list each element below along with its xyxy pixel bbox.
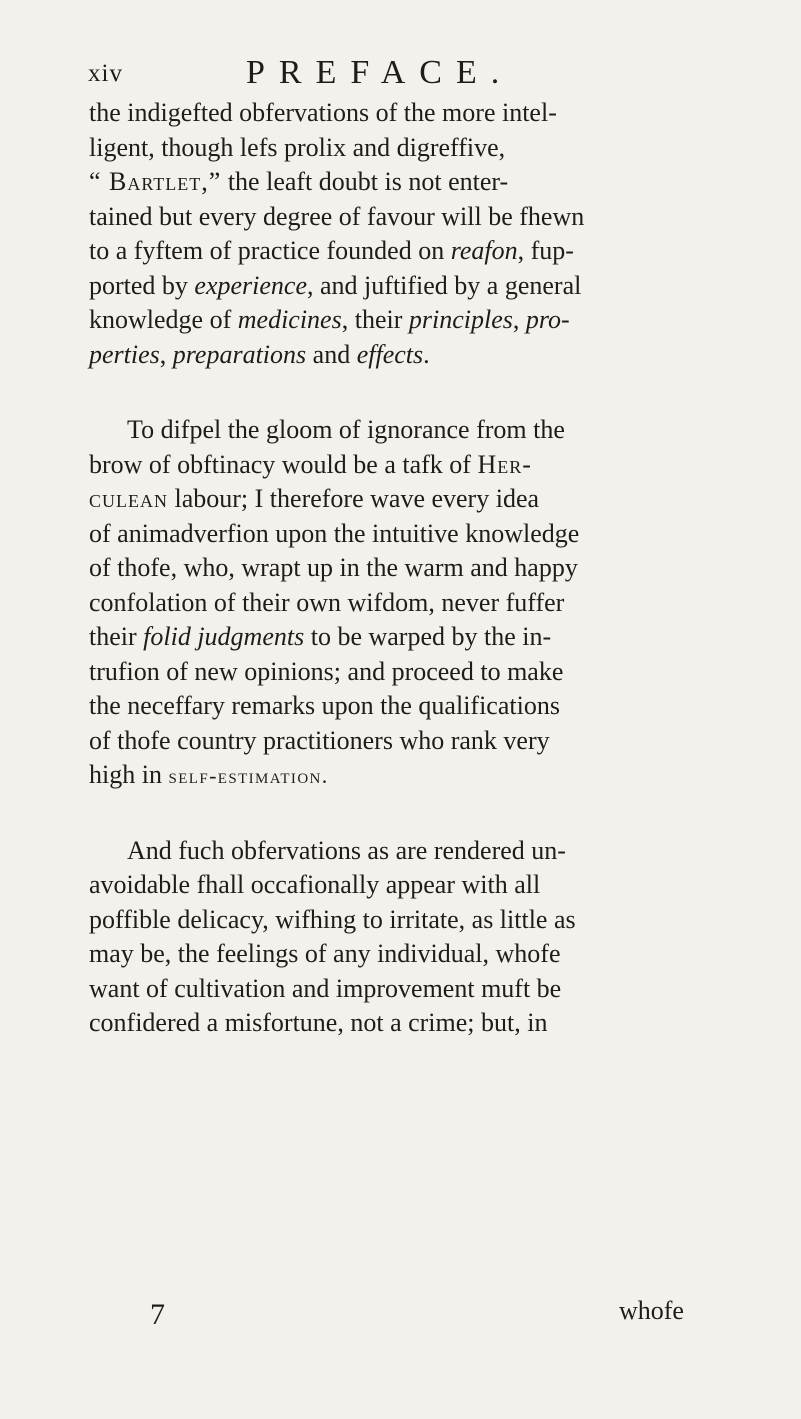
- signature-mark: 7: [150, 1298, 165, 1331]
- text-fragment: , their: [341, 305, 409, 334]
- text-line: of thofe, who, wrapt up in the warm and happy: [89, 553, 578, 582]
- text-line: the neceffary remarks upon the qualifications: [89, 691, 560, 720]
- text-line: [89, 338, 709, 373]
- italic-word: reafon: [450, 236, 518, 265]
- italic-word: principles: [408, 305, 513, 334]
- small-caps-phrase: self-estimation.: [168, 763, 329, 788]
- text-line: [89, 303, 709, 338]
- italic-phrase: folid judgments: [143, 622, 305, 651]
- italic-word: preparations: [172, 339, 307, 369]
- text-line: [89, 482, 709, 517]
- name-herculean: culean: [89, 484, 168, 513]
- text-line: [89, 758, 709, 793]
- italic-word: effects: [356, 339, 424, 369]
- text-fragment: ,: [159, 339, 173, 369]
- text-line: the indigefted obfervations of the more intel-: [89, 98, 557, 127]
- paragraph-1: [89, 96, 709, 372]
- text-line: avoidable fhall occafionally appear with all: [89, 870, 541, 899]
- text-line: To difpel the gloom of ignorance from the: [127, 415, 565, 444]
- text-line: of animadverfion upon the intuitive knowledge: [89, 518, 580, 548]
- italic-word: medicines: [237, 305, 342, 334]
- catchword: whofe: [619, 1296, 684, 1325]
- text-line: confolation of their own wifdom, never fuffer: [89, 587, 565, 617]
- page-body: [89, 96, 709, 1041]
- text-fragment: , and juftified by a general: [307, 270, 582, 300]
- name-bartlet: “ Bartlet,”: [89, 167, 222, 196]
- running-title: PREFACE.: [246, 54, 514, 91]
- text-fragment: to be warped by the in-: [304, 622, 552, 651]
- text-line: [89, 448, 709, 483]
- text-line: [89, 234, 709, 269]
- text-line: ligent, though lefs prolix and digreffive,: [89, 132, 506, 162]
- text-fragment: and: [306, 339, 357, 369]
- name-herculean: Her-: [477, 449, 532, 479]
- text-line: poffible delicacy, wifhing to irritate, as little as: [89, 904, 576, 934]
- text-fragment: knowledge of: [89, 305, 238, 334]
- text-line: [89, 269, 709, 304]
- text-line: [89, 620, 709, 655]
- text-fragment: ported by: [89, 270, 195, 300]
- text-line: tained but every degree of favour will be fhewn: [89, 201, 585, 231]
- paragraph-2: [89, 413, 709, 793]
- text-fragment: .: [423, 339, 430, 369]
- text-line: want of cultivation and improvement muft be: [89, 973, 562, 1003]
- text-fragment: labour; I therefore wave every idea: [168, 484, 540, 513]
- text-fragment: high in: [89, 760, 169, 789]
- page-footer: [89, 1296, 709, 1340]
- text-fragment: the leaft doubt is not enter-: [221, 167, 509, 196]
- page-header: [88, 54, 708, 94]
- text-fragment: brow of obftinacy would be a tafk of: [89, 449, 478, 479]
- text-line: And fuch obfervations as are rendered un-: [127, 835, 566, 865]
- text-line: may be, the feelings of any individual, whofe: [89, 939, 561, 968]
- page-number: xiv: [88, 60, 123, 87]
- text-line: of thofe country practitioners who rank very: [89, 725, 550, 755]
- italic-word: pro-: [525, 305, 570, 334]
- paragraph-gap: [89, 372, 709, 413]
- text-line: [89, 165, 709, 200]
- text-fragment: their: [89, 622, 144, 651]
- text-fragment: , fup-: [517, 236, 574, 265]
- text-line: trufion of new opinions; and proceed to make: [89, 656, 564, 686]
- paragraph-3: [89, 834, 709, 1041]
- paragraph-gap: [89, 793, 709, 834]
- italic-word: perties: [89, 339, 160, 369]
- italic-word: experience: [194, 270, 308, 300]
- text-fragment: to a fyftem of practice founded on: [89, 236, 451, 265]
- text-fragment: ,: [512, 305, 526, 334]
- text-line: confidered a misfortune, not a crime; but, in: [89, 1008, 548, 1037]
